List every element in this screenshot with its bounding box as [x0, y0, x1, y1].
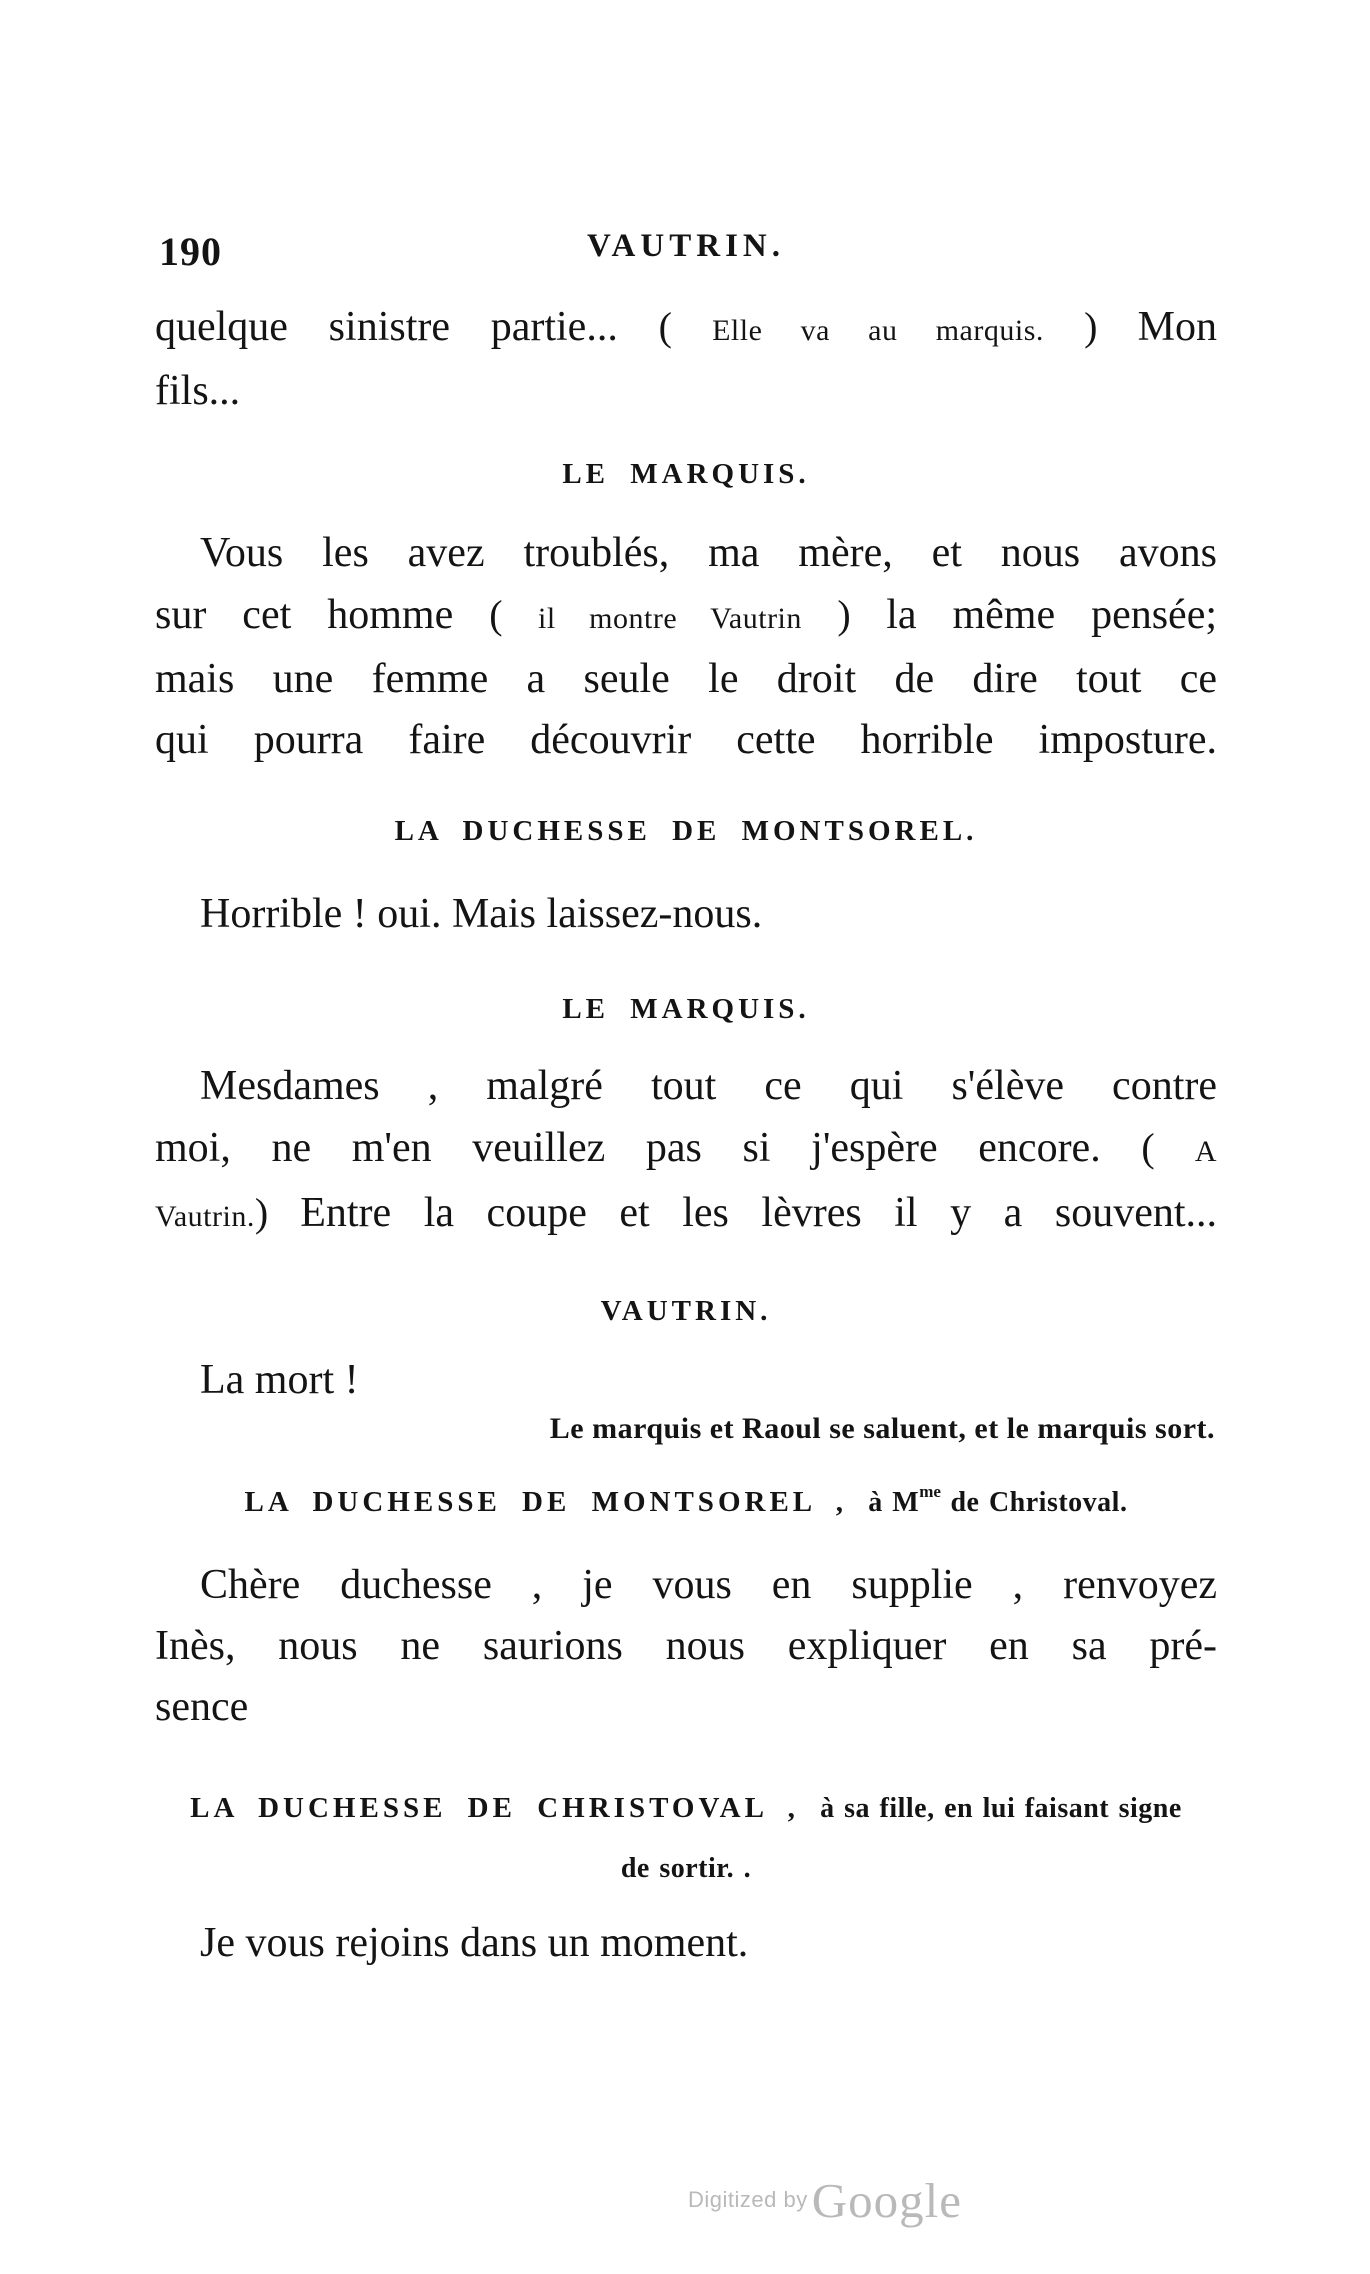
speaker-name: LA DUCHESSE DE MONTSOREL , — [244, 1486, 869, 1518]
dialogue-line: fils... — [155, 368, 241, 414]
speech-text: la même pensée; — [886, 592, 1218, 638]
heading-stage-direction: à sa fille, en lui faisant signe — [820, 1793, 1182, 1824]
speech-text: sur cet homme — [155, 592, 490, 638]
dialogue-paragraph — [155, 1555, 1217, 1738]
dialogue-line: Je vous rejoins dans un moment. — [200, 1920, 749, 1966]
dialogue-paragraph — [155, 296, 1217, 422]
speaker-heading: LE MARQUIS. — [562, 993, 810, 1025]
running-title: VAUTRIN. — [586, 228, 785, 264]
inline-stage-direction: il montre Vautrin — [538, 602, 802, 635]
text-block — [155, 0, 1217, 1974]
page-header — [155, 228, 1217, 282]
dialogue-line: La mort ! — [200, 1357, 359, 1403]
dialogue-line — [155, 296, 1217, 361]
stage-direction: Le marquis et Raoul se saluent, et le marquis sort. — [549, 1412, 1215, 1445]
inline-stage-direction: A — [1194, 1135, 1217, 1168]
speaker-heading — [155, 1482, 1217, 1519]
paren-open: ( — [658, 304, 713, 349]
paren-open: ( — [489, 592, 539, 637]
digitized-by-label: Digitized by — [688, 2187, 808, 2212]
speech-text: Entre la coupe et les lèvres il y a souvent... — [300, 1190, 1217, 1236]
speech-text: quelque sinistre partie... — [155, 304, 659, 350]
page-number: 190 — [159, 229, 222, 274]
dialogue-paragraph — [155, 523, 1217, 771]
paren-close: ) — [801, 592, 887, 637]
dialogue-line: Horrible ! oui. Mais laissez-nous. — [200, 891, 763, 937]
paren-close: ) — [254, 1190, 301, 1235]
dialogue-line: Vous les avez troublés, ma mère, et nous avons — [200, 530, 1217, 576]
heading-stage-direction: de sortir. . — [620, 1853, 752, 1884]
dialogue-paragraph — [155, 1056, 1217, 1247]
superscript-me: me — [919, 1482, 941, 1501]
speaker-heading: LA DUCHESSE DE MONTSOREL. — [394, 815, 978, 847]
dialogue-line — [155, 584, 1217, 649]
direction-text: à M — [868, 1487, 920, 1518]
dialogue-line: Mesdames , malgré tout ce qui s'élève contre — [200, 1063, 1217, 1109]
dialogue-line: qui pourra faire découvrir cette horrible imposture. — [155, 717, 1217, 763]
speech-text: moi, ne m'en veuillez pas si j'espère encore. — [155, 1125, 1142, 1171]
digitization-watermark — [688, 2172, 962, 2229]
heading-stage-direction — [868, 1482, 1128, 1518]
speech-text: Mon — [1137, 304, 1217, 350]
dialogue-line: Inès, nous ne saurions nous expliquer en sa pré- — [155, 1623, 1217, 1669]
speaker-heading: VAUTRIN. — [600, 1295, 772, 1327]
dialogue-line — [155, 1117, 1217, 1182]
google-logo: Google — [811, 2173, 962, 2228]
paren-open: ( — [1141, 1125, 1195, 1170]
paren-close: ) — [1043, 304, 1138, 349]
inline-stage-direction: Elle va au marquis. — [712, 314, 1044, 347]
dialogue-line — [155, 1182, 1217, 1247]
inline-stage-direction: Vautrin. — [155, 1200, 255, 1233]
direction-text: de Christoval. — [940, 1487, 1128, 1518]
heading-line — [155, 1778, 1217, 1839]
speaker-heading — [155, 1778, 1217, 1899]
dialogue-line: Chère duchesse , je vous en supplie , renvoyez — [200, 1562, 1217, 1608]
speaker-heading: LE MARQUIS. — [562, 458, 810, 490]
speaker-name: LA DUCHESSE DE CHRISTOVAL , — [190, 1792, 821, 1824]
dialogue-line: sence — [155, 1684, 249, 1730]
dialogue-paragraph — [155, 1352, 1217, 1450]
dialogue-line: mais une femme a seule le droit de dire tout ce — [155, 656, 1217, 702]
